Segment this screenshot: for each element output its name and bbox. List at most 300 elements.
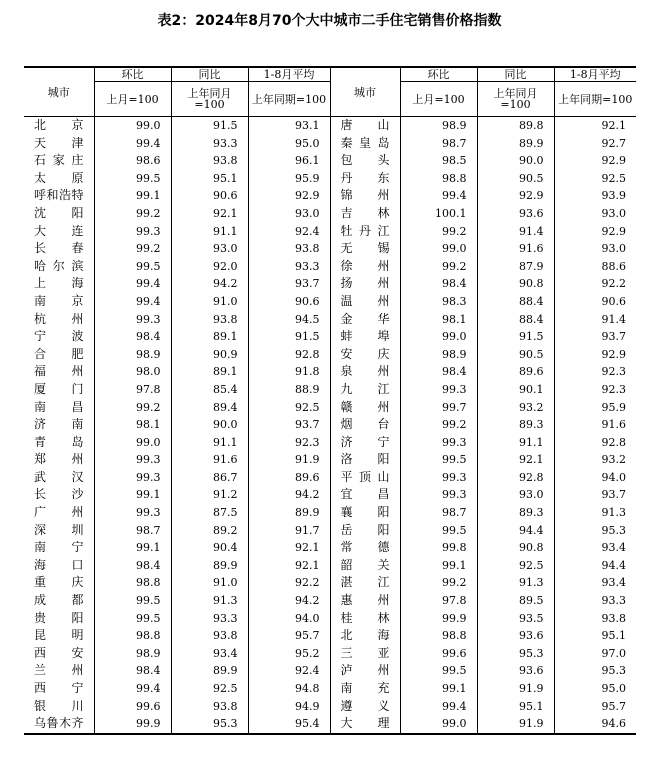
table-row xyxy=(24,275,636,293)
price-index-table xyxy=(24,66,636,735)
table-row xyxy=(24,610,636,628)
mom-cell-left: 99.9 xyxy=(94,715,171,734)
mom-cell-right: 99.3 xyxy=(400,434,477,452)
header-mom-right: 环比 xyxy=(400,67,477,82)
mom-cell-left: 99.2 xyxy=(94,240,171,258)
city-cell-left: 银川 xyxy=(34,698,84,713)
ytd-cell-right: 94.6 xyxy=(554,715,636,734)
table-row xyxy=(24,399,636,417)
ytd-cell-left: 92.1 xyxy=(248,539,330,557)
yoy-cell-left: 93.8 xyxy=(171,627,248,645)
city-cell-right: 平顶山 xyxy=(330,469,400,487)
yoy-cell-right: 89.6 xyxy=(477,363,554,381)
header-yoy-right: 同比 xyxy=(477,67,554,82)
city-cell-left: 厦门 xyxy=(34,381,84,396)
city-cell-left: 郑州 xyxy=(34,452,84,467)
city-cell-right: 桂林 xyxy=(330,610,400,628)
mom-cell-right: 98.1 xyxy=(400,311,477,329)
table-row xyxy=(24,346,636,364)
yoy-cell-right: 93.6 xyxy=(477,205,554,223)
city-cell-right: 大理 xyxy=(330,715,400,734)
ytd-cell-left: 96.1 xyxy=(248,152,330,170)
ytd-cell-left: 95.2 xyxy=(248,645,330,663)
city-cell-left: 贵阳 xyxy=(34,610,84,625)
header-ytd-right: 1-8月平均 xyxy=(554,67,636,82)
city-cell-right: 常德 xyxy=(330,539,400,557)
table-row xyxy=(24,715,636,734)
mom-cell-right: 99.3 xyxy=(400,486,477,504)
yoy-cell-left: 93.0 xyxy=(171,240,248,258)
city-cell-right: 扬州 xyxy=(330,275,400,293)
ytd-cell-left: 93.7 xyxy=(248,275,330,293)
yoy-cell-left: 91.0 xyxy=(171,574,248,592)
mom-cell-right: 99.6 xyxy=(400,645,477,663)
table-row xyxy=(24,381,636,399)
ytd-cell-left: 94.5 xyxy=(248,311,330,329)
yoy-cell-left: 91.5 xyxy=(171,117,248,135)
ytd-cell-left: 93.7 xyxy=(248,416,330,434)
ytd-cell-left: 92.9 xyxy=(248,187,330,205)
city-cell-left: 济南 xyxy=(34,417,84,432)
city-cell-right: 北海 xyxy=(330,627,400,645)
mom-cell-right: 98.4 xyxy=(400,275,477,293)
mom-cell-left: 99.1 xyxy=(94,187,171,205)
mom-cell-left: 99.4 xyxy=(94,275,171,293)
mom-cell-left: 98.0 xyxy=(94,363,171,381)
city-cell-right: 韶关 xyxy=(330,557,400,575)
table-row xyxy=(24,135,636,153)
ytd-cell-right: 92.9 xyxy=(554,346,636,364)
yoy-cell-left: 91.0 xyxy=(171,293,248,311)
yoy-cell-right: 91.4 xyxy=(477,223,554,241)
ytd-cell-left: 91.5 xyxy=(248,328,330,346)
city-cell-left: 南昌 xyxy=(34,399,84,414)
ytd-cell-right: 91.3 xyxy=(554,504,636,522)
ytd-cell-right: 94.4 xyxy=(554,557,636,575)
ytd-cell-left: 93.3 xyxy=(248,258,330,276)
city-cell-right: 襄阳 xyxy=(330,504,400,522)
table-row xyxy=(24,680,636,698)
yoy-cell-right: 93.6 xyxy=(477,627,554,645)
ytd-cell-right: 93.0 xyxy=(554,240,636,258)
city-cell-right: 南充 xyxy=(330,680,400,698)
yoy-cell-right: 91.9 xyxy=(477,715,554,734)
city-cell-left: 杭州 xyxy=(34,311,84,326)
city-cell-right: 洛阳 xyxy=(330,451,400,469)
yoy-cell-left: 89.9 xyxy=(171,662,248,680)
ytd-cell-right: 92.3 xyxy=(554,381,636,399)
ytd-cell-right: 92.9 xyxy=(554,152,636,170)
table-row xyxy=(24,170,636,188)
mom-cell-left: 99.5 xyxy=(94,610,171,628)
yoy-cell-right: 89.8 xyxy=(477,117,554,135)
yoy-cell-right: 90.8 xyxy=(477,539,554,557)
table-row xyxy=(24,592,636,610)
city-cell-left: 武汉 xyxy=(34,469,84,484)
city-cell-left: 长春 xyxy=(34,241,84,256)
table-row xyxy=(24,117,636,135)
ytd-cell-right: 97.0 xyxy=(554,645,636,663)
yoy-cell-left: 91.6 xyxy=(171,451,248,469)
city-cell-right: 牡丹江 xyxy=(330,223,400,241)
yoy-cell-right: 92.8 xyxy=(477,469,554,487)
city-cell-left: 福州 xyxy=(34,364,84,379)
table-title: 表2：2024年8月70个大中城市二手住宅销售价格指数 xyxy=(157,13,502,29)
yoy-cell-left: 93.8 xyxy=(171,698,248,716)
yoy-cell-right: 88.4 xyxy=(477,293,554,311)
yoy-cell-left: 85.4 xyxy=(171,381,248,399)
yoy-cell-right: 92.9 xyxy=(477,187,554,205)
ytd-cell-right: 93.3 xyxy=(554,592,636,610)
ytd-cell-right: 93.0 xyxy=(554,205,636,223)
city-cell-right: 秦皇岛 xyxy=(330,135,400,153)
city-cell-left: 天津 xyxy=(34,135,84,150)
table-row xyxy=(24,662,636,680)
ytd-cell-right: 93.9 xyxy=(554,187,636,205)
mom-cell-left: 99.3 xyxy=(94,223,171,241)
ytd-cell-left: 94.8 xyxy=(248,680,330,698)
ytd-cell-right: 91.4 xyxy=(554,311,636,329)
yoy-cell-right: 90.1 xyxy=(477,381,554,399)
yoy-cell-right: 89.3 xyxy=(477,416,554,434)
ytd-cell-left: 89.6 xyxy=(248,469,330,487)
header-mom-base-right: 上月=100 xyxy=(400,82,477,117)
city-cell-right: 岳阳 xyxy=(330,522,400,540)
table-row xyxy=(24,698,636,716)
ytd-cell-left: 92.4 xyxy=(248,662,330,680)
yoy-cell-right: 90.8 xyxy=(477,275,554,293)
mom-cell-left: 99.0 xyxy=(94,117,171,135)
ytd-cell-left: 95.0 xyxy=(248,135,330,153)
header-city-right: 城市 xyxy=(330,67,400,117)
city-cell-right: 包头 xyxy=(330,152,400,170)
mom-cell-right: 98.7 xyxy=(400,135,477,153)
ytd-cell-left: 92.1 xyxy=(248,557,330,575)
ytd-cell-right: 90.6 xyxy=(554,293,636,311)
mom-cell-left: 98.4 xyxy=(94,557,171,575)
city-cell-left: 长沙 xyxy=(34,487,84,502)
yoy-cell-right: 90.5 xyxy=(477,170,554,188)
city-cell-left: 大连 xyxy=(34,223,84,238)
yoy-cell-left: 92.0 xyxy=(171,258,248,276)
ytd-cell-left: 93.1 xyxy=(248,117,330,135)
ytd-cell-right: 95.3 xyxy=(554,522,636,540)
city-cell-right: 烟台 xyxy=(330,416,400,434)
ytd-cell-right: 92.2 xyxy=(554,275,636,293)
city-cell-right: 金华 xyxy=(330,311,400,329)
city-cell-left: 青岛 xyxy=(34,434,84,449)
yoy-cell-left: 89.4 xyxy=(171,399,248,417)
mom-cell-left: 99.3 xyxy=(94,451,171,469)
mom-cell-right: 98.9 xyxy=(400,346,477,364)
table-row xyxy=(24,328,636,346)
mom-cell-right: 99.3 xyxy=(400,469,477,487)
mom-cell-left: 99.4 xyxy=(94,135,171,153)
city-cell-right: 遵义 xyxy=(330,698,400,716)
yoy-cell-left: 93.8 xyxy=(171,152,248,170)
ytd-cell-right: 93.7 xyxy=(554,486,636,504)
table-row xyxy=(24,522,636,540)
yoy-cell-right: 95.1 xyxy=(477,698,554,716)
header-ytd-base-left: 上年同期=100 xyxy=(248,82,330,117)
mom-cell-left: 98.8 xyxy=(94,574,171,592)
city-cell-right: 济宁 xyxy=(330,434,400,452)
city-cell-right: 三亚 xyxy=(330,645,400,663)
yoy-cell-left: 91.1 xyxy=(171,434,248,452)
mom-cell-left: 99.1 xyxy=(94,539,171,557)
mom-cell-left: 99.3 xyxy=(94,504,171,522)
yoy-cell-left: 89.1 xyxy=(171,328,248,346)
ytd-cell-left: 94.2 xyxy=(248,592,330,610)
mom-cell-left: 99.5 xyxy=(94,592,171,610)
ytd-cell-right: 92.8 xyxy=(554,434,636,452)
city-cell-right: 泸州 xyxy=(330,662,400,680)
mom-cell-right: 97.8 xyxy=(400,592,477,610)
yoy-cell-right: 93.6 xyxy=(477,662,554,680)
yoy-cell-right: 91.5 xyxy=(477,328,554,346)
ytd-cell-right: 95.1 xyxy=(554,627,636,645)
ytd-cell-left: 94.0 xyxy=(248,610,330,628)
mom-cell-left: 98.8 xyxy=(94,627,171,645)
mom-cell-right: 99.9 xyxy=(400,610,477,628)
header-city-left: 城市 xyxy=(24,67,94,117)
city-cell-right: 徐州 xyxy=(330,258,400,276)
mom-cell-right: 99.5 xyxy=(400,522,477,540)
city-cell-left: 深圳 xyxy=(34,522,84,537)
mom-cell-right: 98.8 xyxy=(400,170,477,188)
ytd-cell-right: 93.7 xyxy=(554,328,636,346)
city-cell-left: 兰州 xyxy=(34,663,84,678)
mom-cell-right: 99.2 xyxy=(400,258,477,276)
yoy-cell-right: 91.6 xyxy=(477,240,554,258)
table-row xyxy=(24,416,636,434)
city-cell-left: 昆明 xyxy=(34,628,84,643)
yoy-cell-right: 91.3 xyxy=(477,574,554,592)
city-cell-left: 太原 xyxy=(34,170,84,185)
header-ytd-base-right: 上年同期=100 xyxy=(554,82,636,117)
city-cell-right: 安庆 xyxy=(330,346,400,364)
mom-cell-left: 97.8 xyxy=(94,381,171,399)
yoy-cell-left: 93.3 xyxy=(171,135,248,153)
city-cell-left: 上海 xyxy=(34,276,84,291)
city-cell-left: 石家庄 xyxy=(34,153,84,168)
yoy-cell-right: 92.5 xyxy=(477,557,554,575)
ytd-cell-left: 91.8 xyxy=(248,363,330,381)
ytd-cell-left: 94.2 xyxy=(248,486,330,504)
table-row xyxy=(24,240,636,258)
yoy-cell-right: 90.0 xyxy=(477,152,554,170)
yoy-cell-left: 93.3 xyxy=(171,610,248,628)
mom-cell-right: 98.8 xyxy=(400,627,477,645)
city-cell-left: 呼和浩特 xyxy=(34,188,84,203)
table-row xyxy=(24,574,636,592)
ytd-cell-left: 93.8 xyxy=(248,240,330,258)
header-ytd-left: 1-8月平均 xyxy=(248,67,330,82)
yoy-cell-right: 91.9 xyxy=(477,680,554,698)
mom-cell-left: 99.4 xyxy=(94,293,171,311)
yoy-cell-left: 90.9 xyxy=(171,346,248,364)
yoy-cell-right: 89.9 xyxy=(477,135,554,153)
mom-cell-left: 98.7 xyxy=(94,522,171,540)
yoy-cell-left: 89.9 xyxy=(171,557,248,575)
yoy-cell-right: 93.5 xyxy=(477,610,554,628)
mom-cell-left: 99.3 xyxy=(94,311,171,329)
ytd-cell-left: 92.2 xyxy=(248,574,330,592)
mom-cell-right: 99.5 xyxy=(400,662,477,680)
ytd-cell-left: 88.9 xyxy=(248,381,330,399)
yoy-cell-right: 88.4 xyxy=(477,311,554,329)
city-cell-left: 北京 xyxy=(34,118,84,132)
table-row xyxy=(24,645,636,663)
city-cell-right: 无锡 xyxy=(330,240,400,258)
mom-cell-left: 99.0 xyxy=(94,434,171,452)
yoy-cell-right: 89.5 xyxy=(477,592,554,610)
yoy-cell-left: 89.2 xyxy=(171,522,248,540)
ytd-cell-right: 95.0 xyxy=(554,680,636,698)
ytd-cell-right: 93.2 xyxy=(554,451,636,469)
mom-cell-left: 99.2 xyxy=(94,205,171,223)
mom-cell-right: 98.4 xyxy=(400,363,477,381)
ytd-cell-left: 90.6 xyxy=(248,293,330,311)
mom-cell-right: 99.4 xyxy=(400,187,477,205)
table-row xyxy=(24,486,636,504)
ytd-cell-right: 93.4 xyxy=(554,574,636,592)
city-cell-left: 西安 xyxy=(34,645,84,660)
yoy-cell-left: 91.3 xyxy=(171,592,248,610)
table-header xyxy=(24,67,636,117)
ytd-cell-left: 95.9 xyxy=(248,170,330,188)
yoy-cell-right: 93.2 xyxy=(477,399,554,417)
table-row xyxy=(24,557,636,575)
ytd-cell-left: 91.9 xyxy=(248,451,330,469)
mom-cell-left: 99.3 xyxy=(94,469,171,487)
mom-cell-left: 98.6 xyxy=(94,152,171,170)
city-cell-right: 惠州 xyxy=(330,592,400,610)
city-cell-right: 吉林 xyxy=(330,205,400,223)
ytd-cell-left: 92.5 xyxy=(248,399,330,417)
mom-cell-right: 99.4 xyxy=(400,698,477,716)
table-row xyxy=(24,293,636,311)
yoy-cell-left: 92.1 xyxy=(171,205,248,223)
mom-cell-right: 99.0 xyxy=(400,715,477,734)
city-cell-left: 重庆 xyxy=(34,575,84,590)
yoy-cell-left: 90.6 xyxy=(171,187,248,205)
city-cell-right: 赣州 xyxy=(330,399,400,417)
yoy-cell-left: 93.4 xyxy=(171,645,248,663)
city-cell-right: 蚌埠 xyxy=(330,328,400,346)
mom-cell-right: 99.2 xyxy=(400,223,477,241)
mom-cell-left: 98.4 xyxy=(94,328,171,346)
ytd-cell-right: 92.3 xyxy=(554,363,636,381)
city-cell-left: 乌鲁木齐 xyxy=(24,715,94,734)
yoy-cell-left: 93.8 xyxy=(171,311,248,329)
ytd-cell-left: 95.4 xyxy=(248,715,330,734)
mom-cell-right: 99.0 xyxy=(400,328,477,346)
city-cell-left: 南京 xyxy=(34,293,84,308)
yoy-cell-right: 87.9 xyxy=(477,258,554,276)
yoy-cell-right: 92.1 xyxy=(477,451,554,469)
mom-cell-right: 98.9 xyxy=(400,117,477,135)
ytd-cell-left: 93.0 xyxy=(248,205,330,223)
yoy-cell-left: 86.7 xyxy=(171,469,248,487)
header-mom-left: 环比 xyxy=(94,67,171,82)
yoy-cell-left: 90.4 xyxy=(171,539,248,557)
yoy-cell-right: 94.4 xyxy=(477,522,554,540)
city-cell-left: 南宁 xyxy=(34,540,84,555)
ytd-cell-right: 93.4 xyxy=(554,539,636,557)
mom-cell-left: 99.6 xyxy=(94,698,171,716)
mom-cell-left: 98.4 xyxy=(94,662,171,680)
mom-cell-left: 98.1 xyxy=(94,416,171,434)
city-cell-right: 九江 xyxy=(330,381,400,399)
mom-cell-left: 99.5 xyxy=(94,170,171,188)
mom-cell-left: 99.2 xyxy=(94,399,171,417)
city-cell-left: 海口 xyxy=(34,557,84,572)
ytd-cell-left: 92.8 xyxy=(248,346,330,364)
ytd-cell-left: 95.7 xyxy=(248,627,330,645)
header-mom-base-left: 上月=100 xyxy=(94,82,171,117)
mom-cell-right: 100.1 xyxy=(400,205,477,223)
table-row xyxy=(24,539,636,557)
yoy-cell-left: 92.5 xyxy=(171,680,248,698)
ytd-cell-right: 94.0 xyxy=(554,469,636,487)
city-cell-left: 合肥 xyxy=(34,346,84,361)
mom-cell-right: 99.0 xyxy=(400,240,477,258)
table-row xyxy=(24,311,636,329)
mom-cell-left: 99.4 xyxy=(94,680,171,698)
ytd-cell-right: 88.6 xyxy=(554,258,636,276)
yoy-cell-left: 87.5 xyxy=(171,504,248,522)
yoy-cell-left: 89.1 xyxy=(171,363,248,381)
ytd-cell-left: 91.7 xyxy=(248,522,330,540)
header-yoy-left: 同比 xyxy=(171,67,248,82)
yoy-cell-left: 90.0 xyxy=(171,416,248,434)
yoy-cell-left: 95.3 xyxy=(171,715,248,734)
mom-cell-left: 99.5 xyxy=(94,258,171,276)
mom-cell-right: 99.7 xyxy=(400,399,477,417)
table-row xyxy=(24,223,636,241)
table-row xyxy=(24,451,636,469)
ytd-cell-right: 92.9 xyxy=(554,223,636,241)
city-cell-right: 唐山 xyxy=(330,117,400,135)
table-row xyxy=(24,258,636,276)
table-row xyxy=(24,434,636,452)
city-cell-right: 湛江 xyxy=(330,574,400,592)
ytd-cell-left: 89.9 xyxy=(248,504,330,522)
mom-cell-right: 98.3 xyxy=(400,293,477,311)
table-body xyxy=(24,117,636,734)
city-cell-right: 丹东 xyxy=(330,170,400,188)
city-cell-right: 锦州 xyxy=(330,187,400,205)
ytd-cell-right: 92.1 xyxy=(554,117,636,135)
yoy-cell-right: 90.5 xyxy=(477,346,554,364)
header-yoy-base-left: 上年同月=100 xyxy=(171,82,248,117)
mom-cell-right: 99.8 xyxy=(400,539,477,557)
table-row xyxy=(24,152,636,170)
city-cell-left: 沈阳 xyxy=(34,205,84,220)
yoy-cell-right: 89.3 xyxy=(477,504,554,522)
yoy-cell-right: 93.0 xyxy=(477,486,554,504)
ytd-cell-right: 92.5 xyxy=(554,170,636,188)
ytd-cell-right: 93.8 xyxy=(554,610,636,628)
table-row xyxy=(24,363,636,381)
yoy-cell-left: 94.2 xyxy=(171,275,248,293)
city-cell-right: 泉州 xyxy=(330,363,400,381)
mom-cell-right: 99.1 xyxy=(400,680,477,698)
yoy-cell-left: 91.1 xyxy=(171,223,248,241)
mom-cell-right: 98.5 xyxy=(400,152,477,170)
mom-cell-left: 99.1 xyxy=(94,486,171,504)
